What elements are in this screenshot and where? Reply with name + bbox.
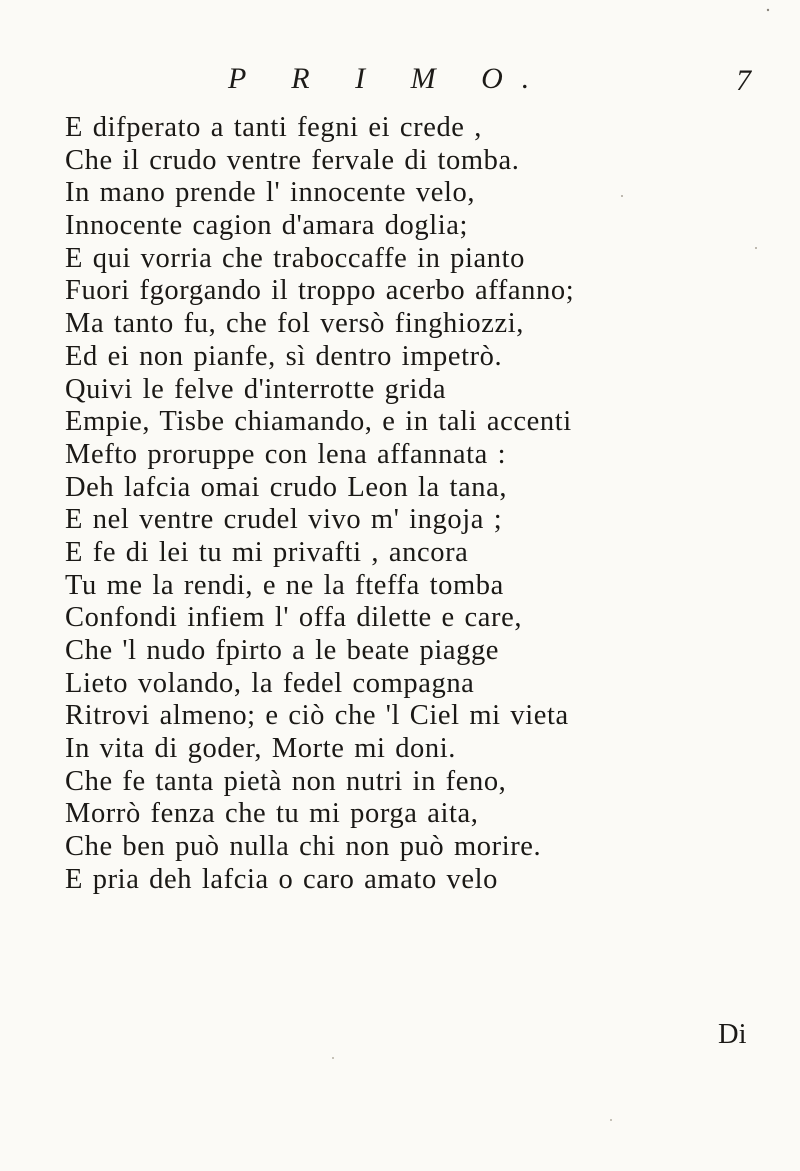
verse-line: Mefto proruppe con lena affannata : [65, 438, 507, 470]
poem-verses [65, 112, 765, 897]
verse-line: Deh lafcia omai crudo Leon la tana, [65, 471, 508, 503]
verse-line: Morrò fenza che tu mi porga aita, [65, 798, 479, 830]
verse-line: Confondi infiem l' offa dilette e care, [65, 602, 523, 634]
verse-line: Tu me la rendi, e ne la fteffa tomba [65, 569, 504, 601]
verse-line: Ma tanto fu, che fol versò finghiozzi, [65, 308, 525, 340]
verse-line: In vita di goder, Morte mi doni. [65, 733, 456, 765]
verse-line: Che ben può nulla chi non può morire. [65, 831, 542, 863]
verse-line: Che fe tanta pietà non nutri in feno, [65, 765, 507, 797]
page-number: 7 [736, 64, 751, 97]
verse-line: Che il crudo ventre fervale di tomba. [65, 144, 520, 176]
verse-line: Ritrovi almeno; e ciò che 'l Ciel mi vieta [65, 700, 569, 732]
verse-line: Lieto volando, la fedel compagna [65, 667, 475, 699]
paper-speck [767, 9, 769, 11]
verse-line: E difperato a tanti fegni ei crede , [65, 112, 482, 143]
paper-speck [610, 1119, 612, 1121]
running-title: P R I M O. [228, 62, 549, 95]
paper-speck [332, 1057, 334, 1059]
verse-line: In mano prende l' innocente velo, [65, 177, 476, 209]
verse-line: Che 'l nudo fpirto a le beate piagge [65, 635, 500, 666]
catchword: Di [718, 1019, 747, 1050]
verse-line: Ed ei non pianfe, sì dentro impetrò. [65, 340, 503, 372]
verse-line: E pria deh lafcia o caro amato velo [65, 863, 499, 895]
verse-line: Innocente cagion d'amara doglia; [65, 210, 469, 242]
verse-line: E qui vorria che traboccaffe in pianto [65, 242, 526, 274]
verse-line: Quivi le felve d'interrotte grida [65, 373, 447, 405]
verse-line: E fe di lei tu mi privafti , ancora [65, 536, 469, 568]
verse-line: Fuori fgorgando il troppo acerbo affanno; [65, 275, 575, 307]
verse-line: Empie, Tisbe chiamando, e in tali accenti [65, 406, 572, 438]
verse-line: E nel ventre crudel vivo m' ingoja ; [65, 504, 503, 536]
